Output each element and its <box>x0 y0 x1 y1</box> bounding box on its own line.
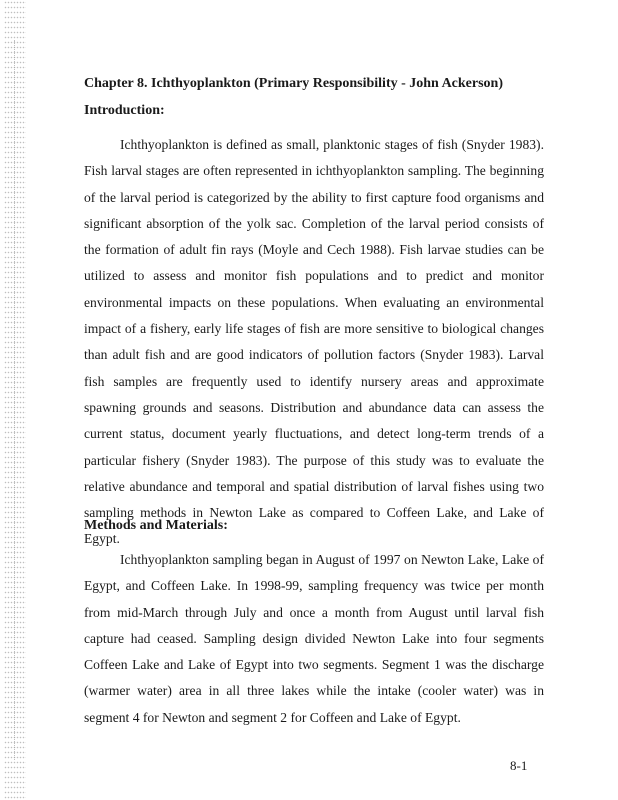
chapter-title: Chapter 8. Ichthyoplankton (Primary Responsibility - John Ackerson) <box>84 76 504 91</box>
methods-paragraph: Ichthyoplankton sampling began in August of 1997 on Newton Lake, Lake of Egypt, and Coffeen Lake. In 1998-99, sampling frequency was twice per month from mid-March through July and once a month from August until larval fish capture had ceased. Sampling design divided Newton Lake into four segments Coffeen Lake and Lake of Egypt into two segments. Segment 1 was the discharge (warmer water) area in all three lakes while the intake (cooler water) was in segment 4 for Newton and segment 2 for Coffeen and Lake of Egypt. <box>84 552 544 725</box>
introduction-section <box>84 132 544 553</box>
introduction-paragraph: Ichthyoplankton is defined as small, planktonic stages of fish (Snyder 1983). Fish larval stages are often represented in ichthyoplankton sampling. The beginning of the larval period is categorized by the ability to first capture food organisms and significant absorption of the yolk sac. Completion of the larval period consists of the formation of adult fin rays (Moyle and Cech 1988). Fish larvae studies can be utilized to assess and monitor fish populations and to predict and monitor environmental impacts on these populations. When evaluating an environmental impact of a fishery, early life stages of fish are more sensitive to biological changes than adult fish and are good indicators of pollution factors (Snyder 1983). Larval fish samples are frequently used to identify nursery areas and approximate spawning grounds and seasons. Distribution and abundance data can assess the current status, document yearly fluctuations, and detect long-term trends of a particular fishery (Snyder 1983). The purpose of this study was to evaluate the relative abundance and temporal and spatial distribution of larval fishes using two sampling methods in Newton Lake as compared to Coffeen Lake, and Lake of Egypt. <box>84 137 544 547</box>
methods-heading: Methods and Materials: <box>84 518 228 533</box>
page-number: 8-1 <box>510 758 528 773</box>
introduction-heading: Introduction: <box>84 103 165 118</box>
scan-margin-artifact-line <box>14 40 21 760</box>
methods-section <box>84 547 544 731</box>
